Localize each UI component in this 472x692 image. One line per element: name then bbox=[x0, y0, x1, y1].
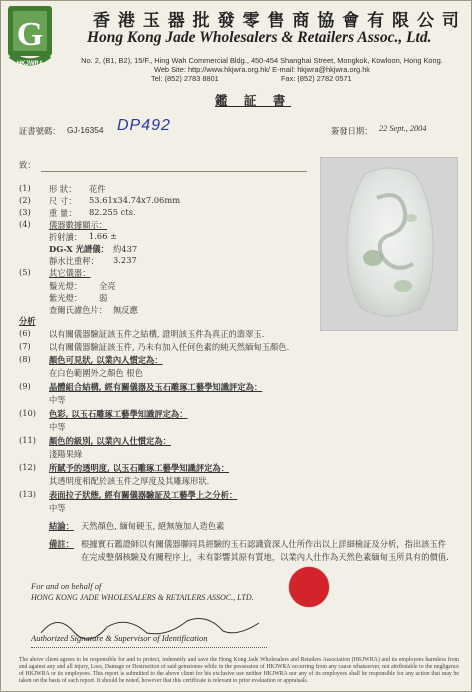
red-seal bbox=[289, 567, 329, 607]
analysis-text: 表面拉子狀態, 經有關儀器驗証及工藝學上之分析： bbox=[49, 490, 238, 500]
analysis-answer: 淺陽果綠 bbox=[49, 449, 83, 459]
other-value: 無反應 bbox=[113, 305, 138, 315]
other-label: 查爾氏濾色片： bbox=[49, 305, 108, 315]
instrument-value: 1.66 ± bbox=[89, 231, 118, 241]
analysis-num: (8) bbox=[19, 354, 31, 364]
item-label: 其它儀器： bbox=[49, 268, 91, 278]
recipient-line bbox=[41, 171, 307, 172]
analysis-answer: 中等 bbox=[49, 395, 66, 405]
analysis-heading: 分析 bbox=[19, 316, 36, 326]
header-title-en: Hong Kong Jade Wholesalers & Retailers Assoc., Ltd. bbox=[87, 29, 432, 46]
item-label: 儀器數據顯示： bbox=[49, 220, 108, 230]
signoff-line1: For and on behalf of bbox=[31, 581, 102, 591]
analysis-text: 以有關儀器驗証該玉件, 乃未有加入任何色素的純天然緬甸玉顏色. bbox=[49, 342, 290, 352]
logo-arc-text: HKJWRA bbox=[16, 61, 44, 67]
handwritten-code: DP492 bbox=[117, 117, 171, 134]
analysis-answer: 在白色範圍外之顏色 根色 bbox=[49, 368, 143, 378]
cert-number-label: 証書號碼： bbox=[19, 126, 61, 136]
item-value: 花件 bbox=[89, 184, 106, 194]
jade-carving-image bbox=[321, 158, 457, 330]
analysis-text: 以有關儀器驗証該玉件之結構, 證明該玉件為真正的翡翠玉. bbox=[49, 329, 265, 339]
item-num: (2) bbox=[19, 195, 31, 205]
instrument-label: DG-X 光譜儀： bbox=[49, 244, 109, 254]
header-title-cn: 香 港 玉 器 批 發 零 售 商 協 會 有 限 公 司 bbox=[93, 11, 460, 31]
analysis-answer: 中等 bbox=[49, 422, 66, 432]
item-label: 形 狀： bbox=[49, 184, 77, 194]
issue-date-label: 簽發日期： bbox=[331, 126, 373, 136]
analysis-num: (11) bbox=[19, 435, 37, 445]
analysis-num: (7) bbox=[19, 341, 31, 351]
signoff-line2: HONG KONG JADE WHOLESALERS & RETAILERS ASSOC., LTD. bbox=[31, 593, 254, 602]
analysis-num: (13) bbox=[19, 489, 37, 499]
cert-number: GJ-16354 bbox=[67, 125, 104, 135]
item-label: 重 量： bbox=[49, 208, 77, 218]
issue-date: 22 Sept., 2004 bbox=[379, 124, 427, 133]
signature-caption: Authorized Signature & Supervisor of Identification bbox=[31, 633, 208, 643]
header-contact: Web Site: http://www.hkjwra.org.hk/ E-mail: hkjwra@hkjwra.org.hk bbox=[153, 65, 371, 74]
note-label: 備註： bbox=[49, 539, 74, 549]
header-address: No. 2, (B1, B2), 15/F., Hing Wah Commercial Bldg., 450-454 Shanghai Street, Mongkok, Kowloon, Hong Kong. bbox=[81, 56, 443, 65]
signature-line bbox=[31, 647, 267, 648]
analysis-text: 顏色可見狀, 以業內人慣定為： bbox=[49, 355, 163, 365]
item-value: 53.61x34.74x7.06mm bbox=[89, 195, 181, 205]
other-label: 紫光燈： bbox=[49, 293, 83, 303]
analysis-text: 色彩, 以玉石雕琢工藝學知識評定為： bbox=[49, 409, 188, 419]
item-num: (4) bbox=[19, 219, 31, 229]
item-value: 82.255 cts. bbox=[89, 207, 136, 217]
instrument-value: 3.237 bbox=[113, 255, 137, 265]
instrument-label: 靜水比重秤： bbox=[49, 256, 99, 266]
item-num: (1) bbox=[19, 183, 31, 193]
analysis-num: (6) bbox=[19, 328, 31, 338]
instrument-label: 折射讀： bbox=[49, 232, 83, 242]
jade-photo bbox=[320, 157, 458, 331]
other-value: 弱 bbox=[99, 293, 108, 303]
other-label: 鬚光燈： bbox=[49, 281, 83, 291]
conclusion-label: 結論： bbox=[49, 521, 74, 531]
svg-text:G: G bbox=[16, 16, 44, 53]
conclusion-value: 天然顏色, 緬甸硬玉, 絕無施加人造色素 bbox=[81, 521, 225, 531]
header-fax: Fax: (852) 2782 0571 bbox=[281, 74, 352, 83]
header-tel: Tel: (852) 2783 8801 bbox=[151, 74, 219, 83]
analysis-num: (10) bbox=[19, 408, 37, 418]
item-num: (3) bbox=[19, 207, 31, 217]
footer-disclaimer: The above client agrees to be responsible for and to protect, indemnify and save the Hong Kong Jade Wholesalers and Retailers Association (HKJWRA) and its employees harmless from and against any and all injury, Loss, Damage or Destruction of said gemstones while in the possession of HKJWRA occurring from any cause whatsoever, not attributable to the negligence of HKJWRA or its employees. This report is submitted to the above client for his exclusive use neither HKJWRA nor any of its employees shall be responsible for any action that may be taken on the basis of such report. It should be noted, however that this certificate is relevant to prior evaluation or appraisals. bbox=[19, 657, 459, 684]
analysis-answer: 中等 bbox=[49, 503, 66, 513]
analysis-text: 所賦予的透明度, 以玉石雕琢工藝學知識評定為： bbox=[49, 463, 230, 473]
analysis-text: 顏色的級別, 以業內人仕慣定為： bbox=[49, 436, 171, 446]
other-value: 全亮 bbox=[99, 281, 116, 291]
note-text: 根據實石鑑證師以有關儀器聯同具經驗的玉石認識資深人仕所作出以上詳細檢証及分析，指出該玉件在完成整個核驗及有關程序上，未有影響其原有質地，以業內人仕作為天然色素緬甸玉所具有的價值. bbox=[81, 539, 449, 562]
analysis-text: 晶體組合結構, 經有關儀器及玉石雕琢工藝學知識評定為： bbox=[49, 382, 263, 392]
analysis-num: (12) bbox=[19, 462, 37, 472]
item-label: 尺 寸： bbox=[49, 196, 77, 206]
recipient-label: 致： bbox=[19, 160, 36, 170]
analysis-answer: 其透明度相配於該玉件之厚度及其雕琢形狀. bbox=[49, 476, 210, 486]
item-num: (5) bbox=[19, 267, 31, 277]
instrument-value: 約437 bbox=[113, 244, 138, 254]
analysis-num: (9) bbox=[19, 381, 31, 391]
certificate-title: 鑑 証 書 bbox=[215, 93, 292, 108]
association-logo bbox=[7, 5, 53, 69]
